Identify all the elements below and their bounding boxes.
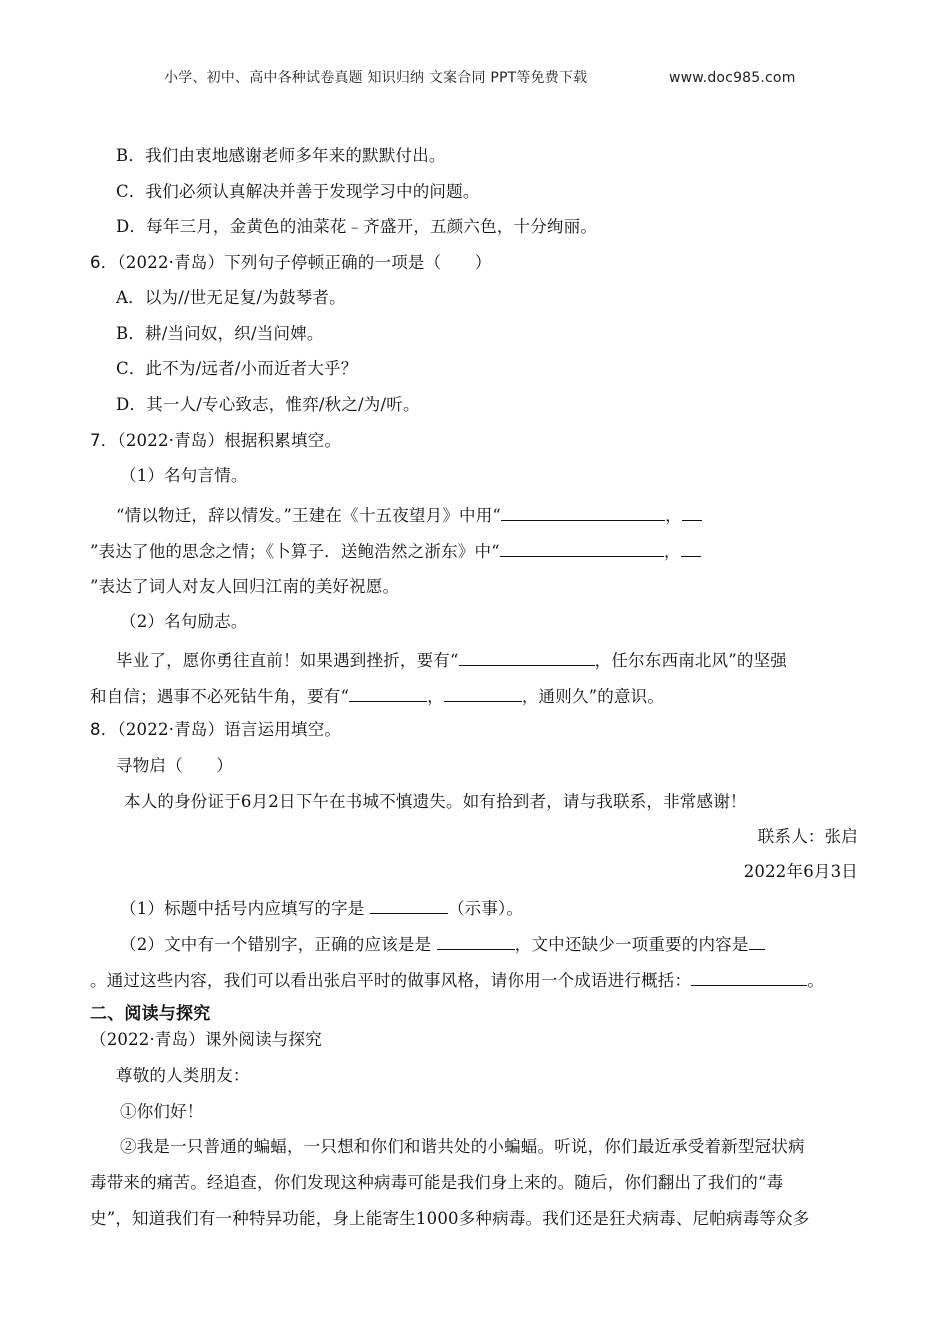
q6-stem <box>90 251 491 275</box>
q7-text: ，任尔东西南北风”的坚强 <box>594 651 787 670</box>
q7-part2-line2 <box>90 684 664 709</box>
q7-number: 7． <box>90 431 118 450</box>
q6-option-a: A．以为//世无足复/为鼓琴者。 <box>116 288 346 307</box>
answer-blank[interactable] <box>682 503 702 521</box>
q7-part1-title: （1）名句言情。 <box>120 466 248 485</box>
q7-part1-line3: ”表达了词人对友人回归江南的美好祝愿。 <box>90 577 400 596</box>
q8-text: 。通过这些内容，我们可以看出张启平时的做事风格，请你用一个成语进行概括： <box>90 971 692 990</box>
q7-stem-text: （2022·青岛）根据积累填空。 <box>117 431 342 450</box>
q8-part1 <box>120 896 523 921</box>
paragraph-2-line1: ②我是一只普通的蝙蝠，一只想和你们和谐共处的小蝙蝠。听说，你们最近承受着新型冠状病 <box>120 1137 805 1156</box>
section-intro: （2022·青岛）课外阅读与探究 <box>90 1030 322 1049</box>
notice-date: 2022年6月3日 <box>743 862 858 881</box>
answer-blank[interactable] <box>444 684 522 702</box>
q7-text: ”表达了他的思念之情；《卜算子．送鲍浩然之浙东》中“ <box>90 542 500 561</box>
header-url[interactable]: www.doc985.com <box>669 70 796 86</box>
q8-text: （示事）。 <box>447 899 524 918</box>
answer-blank[interactable] <box>370 896 448 914</box>
q8-stem-text: （2022·青岛）语言运用填空。 <box>117 720 342 739</box>
q7-text: 和自信；遇事不必死钻牛角，要有“ <box>90 687 350 706</box>
q7-text: ，通则久”的意识。 <box>521 687 665 706</box>
q7-stem <box>90 429 341 453</box>
answer-blank[interactable] <box>501 503 665 521</box>
q7-text: ， <box>665 506 682 525</box>
answer-blank[interactable] <box>691 968 807 986</box>
q8-stem <box>90 718 341 742</box>
answer-blank[interactable] <box>749 932 765 950</box>
q7-text: 毕业了，愿你勇往直前！如果遇到挫折，要有“ <box>116 651 459 670</box>
q6-option-c: C．此不为/远者/小而近者大乎？ <box>116 359 358 378</box>
q7-text: ， <box>427 687 444 706</box>
paragraph-1: ①你们好！ <box>120 1102 204 1121</box>
notice-body: 本人的身份证于6月2日下午在书城不慎遗失。如有拾到者，请与我联系，非常感谢！ <box>124 792 747 811</box>
header-left: 小学、初中、高中各种试卷真题 知识归纳 文案合同 PPT等免费下载 <box>164 70 588 86</box>
letter-salutation: 尊敬的人类朋友： <box>116 1066 250 1085</box>
q7-part1-line2 <box>90 539 701 564</box>
paragraph-2-line3: 史”，知道我们有一种特异功能，身上能寄生1000多种病毒。我们还是狂犬病毒、尼帕病毒等众多 <box>90 1209 810 1228</box>
notice-contact: 联系人：张启 <box>757 827 858 846</box>
section-title: 二、阅读与探究 <box>90 1004 211 1024</box>
q8-part3 <box>90 968 824 993</box>
q7-part2-title: （2）名句励志。 <box>120 612 248 631</box>
q6-number: 6． <box>90 253 118 272</box>
q8-text: ，文中还缺少一项重要的内容是 <box>514 935 749 954</box>
answer-blank[interactable] <box>349 684 427 702</box>
q8-text: （2）文中有一个错别字，正确的应该是是 <box>120 935 437 954</box>
answer-blank[interactable] <box>437 932 515 950</box>
q7-part2-line1 <box>116 648 787 673</box>
q8-part2 <box>120 932 765 957</box>
q7-part1-line1 <box>116 503 702 528</box>
q8-number: 8． <box>90 720 118 739</box>
q8-text: （1）标题中括号内应填写的字是 <box>120 899 370 918</box>
paragraph-2-line2: 毒带来的痛苦。经追查，你们发现这种病毒可能是我们身上来的。随后，你们翻出了我们的“毒 <box>90 1173 784 1192</box>
answer-blank[interactable] <box>459 648 595 666</box>
notice-title: 寻物启（ ） <box>116 756 233 775</box>
q5-option-d: D．每年三月，金黄色的油菜花﹣齐盛开，五颜六色，十分绚丽。 <box>116 217 598 236</box>
answer-blank[interactable] <box>500 539 664 557</box>
q5-option-c: C．我们必须认真解决并善于发现学习中的问题。 <box>116 182 480 201</box>
q6-stem-text: （2022·青岛）下列句子停顿正确的一项是（ ） <box>117 253 492 272</box>
q6-option-b: B．耕/当问奴，织/当问婢。 <box>116 324 324 343</box>
answer-blank[interactable] <box>681 539 701 557</box>
q8-text: 。 <box>807 971 824 990</box>
q7-text: ， <box>663 542 681 561</box>
q5-option-b: B．我们由衷地感谢老师多年来的默默付出。 <box>116 146 446 165</box>
q7-text: “情以物迁，辞以情发。”王建在《十五夜望月》中用“ <box>116 506 502 525</box>
q6-option-d: D．其一人/专心致志，惟弈/秋之/为/听。 <box>116 395 420 414</box>
